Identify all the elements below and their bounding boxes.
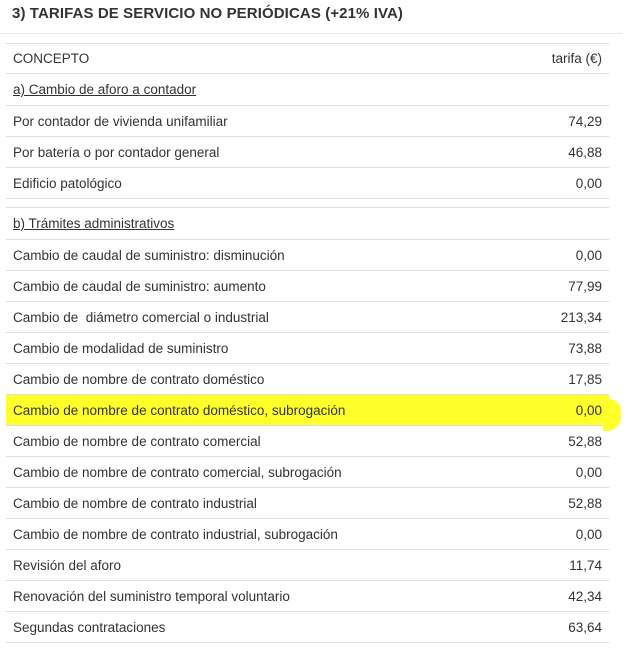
highlight-marker [603,399,621,431]
row-concept: Segundas contrataciones [6,612,515,643]
table-row [6,457,609,488]
row-concept: Por contador de vivienda unifamiliar [6,106,515,137]
row-concept: Por batería o por contador general [6,137,515,168]
table-row [6,488,609,519]
row-value: 73,88 [515,333,609,364]
row-concept: Cambio de caudal de suministro: aumento [6,271,515,302]
spacer-cell [6,199,609,208]
table-row [6,240,609,271]
table-row [6,271,609,302]
table-row [6,168,609,199]
table-header-row [6,44,609,74]
header-tariff: tarifa (€) [515,44,609,74]
table-row [6,519,609,550]
table-row [6,302,609,333]
table-row [6,612,609,643]
row-value: 213,34 [515,302,609,333]
row-value: 0,00 [515,240,609,271]
row-concept: Cambio de caudal de suministro: disminución [6,240,515,271]
table-row [6,364,609,395]
row-value: 74,29 [515,106,609,137]
group-b-title: b) Trámites administrativos [6,208,609,240]
tariff-table [6,43,609,643]
row-value: 0,00 [515,168,609,199]
group-a-title: a) Cambio de aforo a contador [6,74,609,106]
row-value: 77,99 [515,271,609,302]
row-concept: Cambio de modalidad de suministro [6,333,515,364]
row-concept: Cambio de nombre de contrato comercial, subrogación [6,457,515,488]
row-value: 52,88 [515,488,609,519]
row-concept: Revisión del aforo [6,550,515,581]
section-title: 3) TARIFAS DE SERVICIO NO PERIÓDICAS (+21% IVA) [12,5,404,22]
row-value: 46,88 [515,137,609,168]
table-row [6,426,609,457]
table-row [6,581,609,612]
row-value: 52,88 [515,426,609,457]
row-value: 0,00 [515,395,609,426]
row-concept: Renovación del suministro temporal voluntario [6,581,515,612]
table-row [6,333,609,364]
highlighted-table-row [6,395,609,426]
row-concept: Cambio de nombre de contrato doméstico [6,364,515,395]
group-a-header [6,74,609,106]
table-row [6,550,609,581]
row-concept: Cambio de nombre de contrato industrial [6,488,515,519]
row-concept: Cambio de nombre de contrato comercial [6,426,515,457]
row-value: 0,00 [515,457,609,488]
title-divider [0,33,622,34]
row-concept: Edificio patológico [6,168,515,199]
row-value: 0,00 [515,519,609,550]
group-b-header [6,208,609,240]
row-value: 63,64 [515,612,609,643]
row-value: 11,74 [515,550,609,581]
header-concept: CONCEPTO [6,44,515,74]
group-spacer [6,199,609,208]
table-row [6,106,609,137]
row-value: 42,34 [515,581,609,612]
table-row [6,137,609,168]
row-concept: Cambio de diámetro comercial o industrial [6,302,515,333]
row-concept: Cambio de nombre de contrato doméstico, subrogación [6,395,515,426]
row-concept: Cambio de nombre de contrato industrial, subrogación [6,519,515,550]
row-value: 17,85 [515,364,609,395]
